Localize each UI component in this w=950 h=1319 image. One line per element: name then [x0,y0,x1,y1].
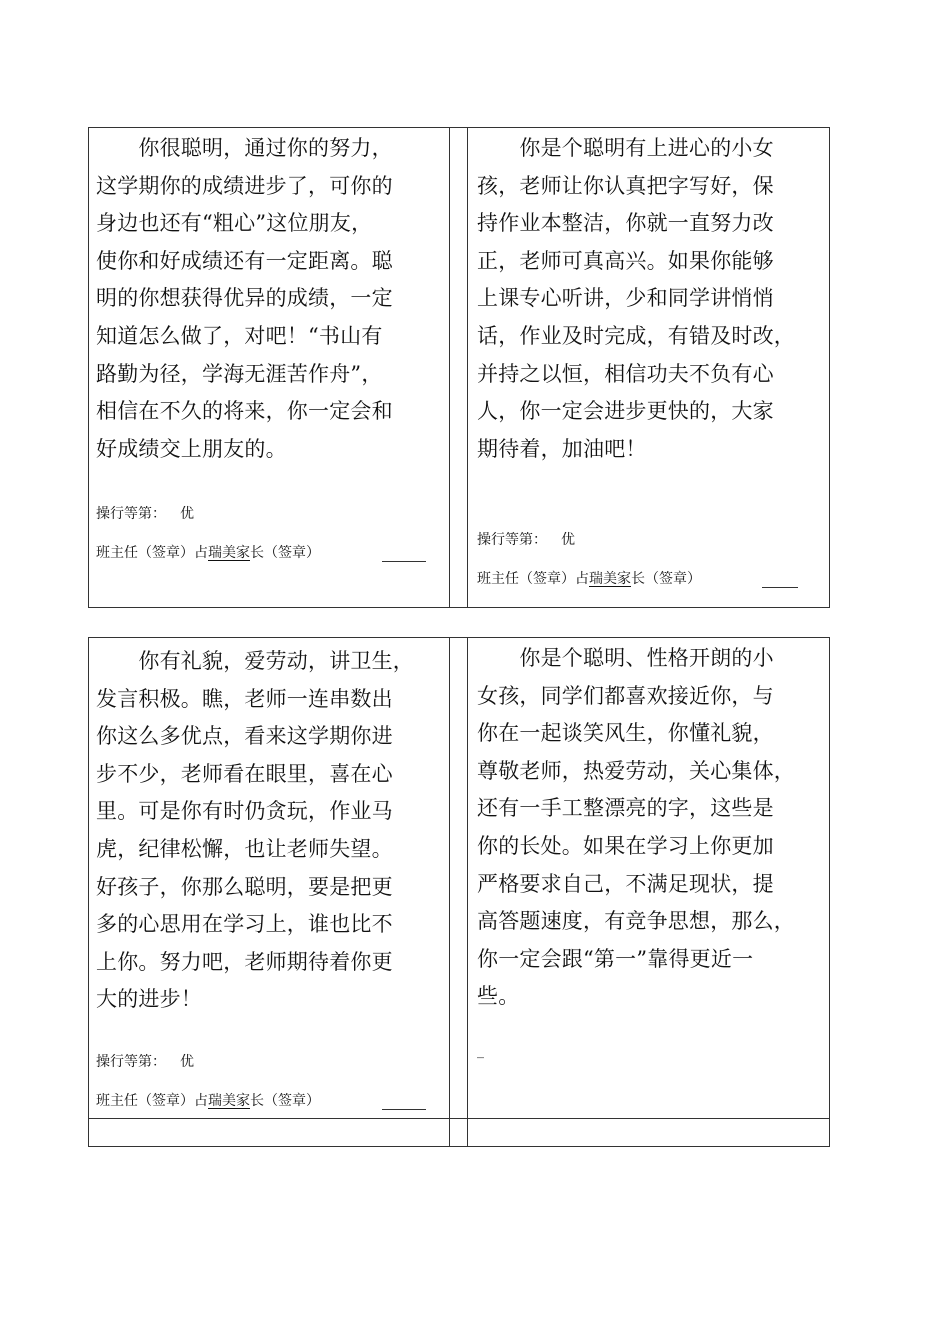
text-line: 你这么多优点，看来这学期你进 [96,724,393,749]
text-line: 你有礼貌，爱劳动，讲卫生， [96,649,414,673]
text-line: 尊敬老师，热爱劳动，关心集体， [477,758,795,783]
text-line: 你是个聪明、性格开朗的小 [477,646,774,670]
text-line: 发言积极。瞧，老师一连串数出 [96,686,393,711]
grade-value: 优 [180,1054,194,1070]
comment-card-4 [477,640,822,1016]
conduct-grade [96,505,194,523]
comment-text [477,130,822,468]
text-line: 使你和好成绩还有一定距离。聪 [96,248,393,273]
conduct-grade [96,1053,194,1071]
grade-label: 操行等第： [96,1054,166,1070]
grade-value: 优 [180,506,194,522]
comment-card-1 [96,130,446,468]
text-line: 步不少，老师看在眼里，喜在心 [96,761,393,786]
text-line: 多的心思用在学习上，谁也比不 [96,912,393,937]
comment-table-2 [88,637,830,1147]
text-line: 身边也还有“粗心”这位朋友， [96,211,373,236]
comment-text [96,130,446,468]
text-line: 这学期你的成绩进步了，可你的 [96,173,393,198]
teacher-name: 瑞美家 [589,571,631,587]
text-line: 好孩子，你那么聪明，要是把更 [96,874,393,899]
text-line: 上你。努力吧，老师期待着你更 [96,949,393,974]
comment-card-3 [96,643,446,1019]
signature-line: 班主任（签章）占瑞美家长（签章） [477,571,701,587]
text-line: 好成绩交上朋友的。 [96,436,287,461]
signature-line: 班主任（签章）占瑞美家长（签章） [96,545,320,561]
text-line: 正，老师可真高兴。如果你能够 [477,248,774,273]
text-line: 女孩，同学们都喜欢接近你，与 [477,683,774,708]
text-line: 你的长处。如果在学习上你更加 [477,833,774,858]
text-line: 你一定会跟“第一”靠得更近一 [477,946,754,971]
row-divider [89,1118,829,1119]
text-line: 大的进步！ [96,987,202,1012]
signature-blank [382,561,426,562]
text-line: 你是个聪明有上进心的小女 [477,136,774,160]
column-divider [467,128,468,607]
grade-label: 操行等第： [96,506,166,522]
text-line: 人，你一定会进步更快的，大家 [477,399,774,424]
column-divider [449,638,450,1146]
text-line: 话，作业及时完成，有错及时改， [477,323,795,348]
text-line: 路勤为径，学海无涯苦作舟”， [96,361,383,386]
text-line: 明的你想获得优异的成绩，一定 [96,286,393,311]
conduct-grade [477,531,575,549]
text-line: 知道怎么做了，对吧！“书山有 [96,323,383,348]
teacher-name: 瑞美家 [208,545,250,561]
column-divider [467,638,468,1146]
text-line: 还有一手工整漂亮的字，这些是 [477,796,774,821]
blank-mark: _ [477,1043,484,1059]
text-line: 你很聪明，通过你的努力， [96,136,393,160]
signature-blank [762,587,798,588]
signature-blank [382,1109,426,1110]
text-line: 里。可是你有时仍贪玩，作业马 [96,799,393,824]
comment-text [477,640,822,1016]
comment-card-2 [477,130,822,468]
text-line: 并持之以恒，相信功夫不负有心 [477,361,774,386]
text-line: 高答题速度，有竞争思想，那么， [477,909,795,934]
text-line: 你在一起谈笑风生，你懂礼貌， [477,721,774,746]
text-line: 持作业本整洁，你就一直努力改 [477,211,774,236]
column-divider [449,128,450,607]
teacher-name: 瑞美家 [208,1093,250,1109]
text-line: 些。 [477,984,520,1009]
grade-label: 操行等第： [477,532,547,548]
text-line: 期待着，加油吧！ [477,436,647,461]
text-line: 上课专心听讲，少和同学讲悄悄 [477,286,774,311]
text-line: 严格要求自己，不满足现状，提 [477,871,774,896]
grade-value: 优 [561,532,575,548]
text-line: 相信在不久的将来，你一定会和 [96,399,393,424]
signature-line: 班主任（签章）占瑞美家长（签章） [96,1093,320,1109]
comment-table-1 [88,127,830,608]
comment-text [96,643,446,1019]
text-line: 虎，纪律松懈，也让老师失望。 [96,836,393,861]
text-line: 孩，老师让你认真把字写好，保 [477,173,774,198]
